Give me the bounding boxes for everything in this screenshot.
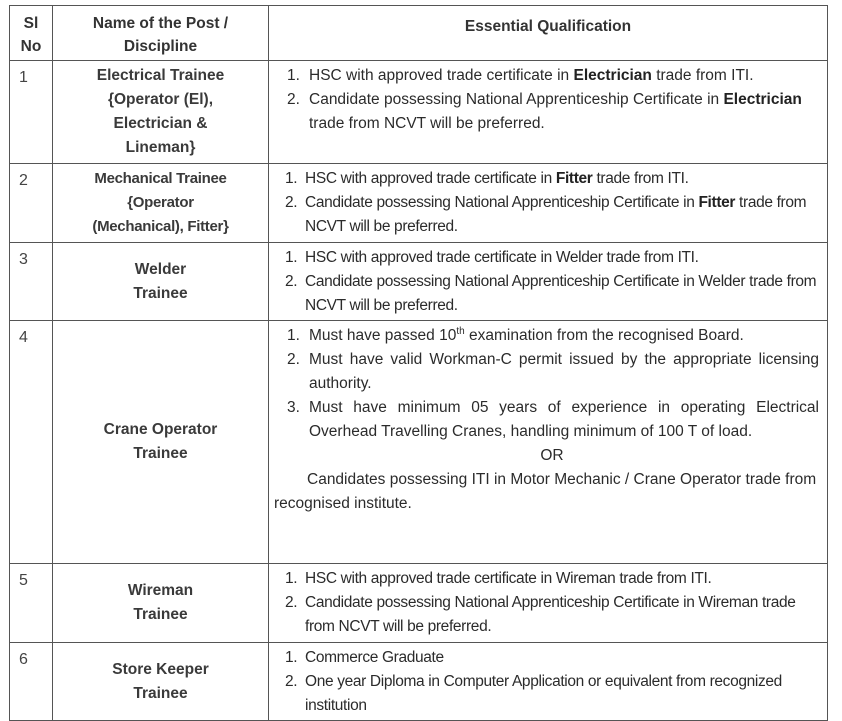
- post-name-cell: Electrical Trainee {Operator (El), Electrician & Lineman}: [53, 61, 269, 164]
- post-name-cell: Crane Operator Trainee: [53, 321, 269, 564]
- or-separator: OR: [540, 447, 564, 464]
- table-row: [10, 564, 828, 643]
- post-name-cell: Store Keeper Trainee: [53, 643, 269, 721]
- qualification-list: [277, 64, 819, 136]
- qualification-cell: [269, 321, 828, 564]
- alternative-qualification: Candidates possessing ITI in Motor Mechanic / Crane Operator trade from recognised institute.: [274, 471, 817, 512]
- table-row: [10, 321, 828, 564]
- qualification-item: 2. Must have valid Workman-C permit issued by the appropriate licensing authority.: [287, 351, 819, 392]
- qualification-cell: [269, 564, 828, 643]
- post-name-cell: Welder Trainee: [53, 243, 269, 321]
- post-name-cell: Wireman Trainee: [53, 564, 269, 643]
- qualification-cell: [269, 164, 828, 243]
- sl-no-cell: 1: [10, 61, 53, 164]
- sl-no-cell: 5: [10, 564, 53, 643]
- qualification-item: 1. HSC with approved trade certificate in Welder trade from ITI.: [285, 249, 699, 266]
- qualification-cell: [269, 243, 828, 321]
- sl-no-cell: 2: [10, 164, 53, 243]
- qualification-item: 1. Commerce Graduate: [285, 649, 444, 666]
- sl-no-cell: 3: [10, 243, 53, 321]
- qualification-item: 1. HSC with approved trade certificate in Wireman trade from ITI.: [285, 570, 712, 587]
- header-post-name: Name of the Post / Discipline: [53, 6, 269, 61]
- qualification-item: 2. Candidate possessing National Apprenticeship Certificate in Welder trade from NCVT will be preferred.: [285, 273, 817, 314]
- header-sl-no: Sl No: [10, 6, 53, 61]
- qualification-item: 1. Must have passed 10th examination from the recognised Board.: [287, 325, 744, 344]
- sl-no-cell: 4: [10, 321, 53, 564]
- qualification-cell: [269, 643, 828, 721]
- qualification-item: 1. HSC with approved trade certificate in Electrician trade from ITI.: [287, 67, 754, 84]
- qualification-item: 2. Candidate possessing National Apprenticeship Certificate in Fitter trade from NCVT will be preferred.: [285, 194, 807, 235]
- post-name-cell: Mechanical Trainee {Operator (Mechanical), Fitter}: [53, 164, 269, 243]
- table-row: [10, 643, 828, 721]
- header-essential-qualification: Essential Qualification: [269, 6, 828, 61]
- qualification-list: [277, 324, 819, 444]
- header-row: [10, 6, 828, 61]
- qualification-item: 2. Candidate possessing National Apprenticeship Certificate in Wireman trade from NCVT will be preferred.: [285, 594, 796, 635]
- table-row: [10, 61, 828, 164]
- qualification-item: 2. Candidate possessing National Apprenticeship Certificate in Electrician trade from NCVT will be preferred.: [287, 91, 802, 132]
- qualification-list: [277, 646, 819, 718]
- qualification-cell: [269, 61, 828, 164]
- qualification-item: 2. One year Diploma in Computer Application or equivalent from recognized institution: [285, 673, 782, 714]
- table-row: [10, 243, 828, 321]
- qualification-list: [277, 567, 819, 639]
- table-row: [10, 164, 828, 243]
- qualification-item: 3. Must have minimum 05 years of experience in operating Electrical Overhead Travelling Cranes, handling minimum of 100 T of load.: [287, 399, 819, 440]
- qualification-list: [277, 167, 819, 239]
- qualification-list: [277, 246, 819, 318]
- sl-no-cell: 6: [10, 643, 53, 721]
- qualification-table: [9, 5, 828, 721]
- qualification-item: 1. HSC with approved trade certificate in Fitter trade from ITI.: [285, 170, 689, 187]
